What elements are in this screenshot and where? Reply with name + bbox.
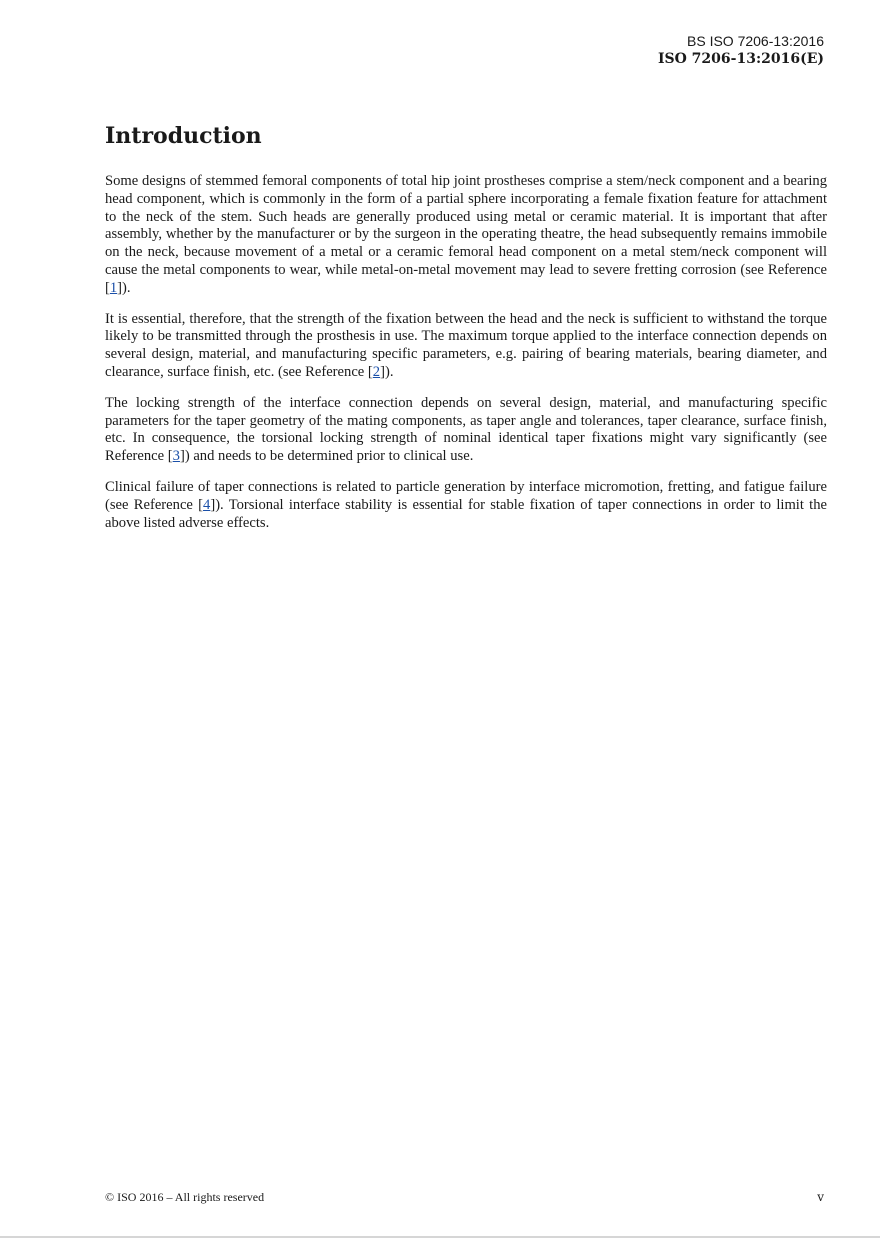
- page-bottom-divider: [0, 1236, 880, 1238]
- paragraph-3: [105, 395, 827, 466]
- document-header: [658, 33, 824, 69]
- paragraph-text: ]).: [117, 279, 131, 296]
- paragraph-text: Clinical failure of taper connections is related to particle generation by interface micromotion, fretting, and fatigue failure (see Reference [: [105, 478, 827, 513]
- paragraph-text: Some designs of stemmed femoral components of total hip joint prostheses comprise a stem/neck component and a bearing head component, which is commonly in the form of a partial sphere incorporating a female fixation feature for attachment to the neck of the stem. Such heads are generally produced using metal or ceramic material. It is important that after assembly, whether by the manufacturer or by the surgeon in the operating theatre, the head subsequently remains immobile on the neck, because movement of a metal or a ceramic femoral head component on a metal stem/neck component will cause the metal components to wear, while metal-on-metal movement may lead to severe fretting corrosion (see Reference [: [105, 173, 827, 296]
- page-number: v: [817, 1190, 824, 1204]
- reference-link-4[interactable]: 4: [203, 496, 211, 513]
- paragraph-4: [105, 479, 827, 532]
- iso-designation: ISO 7206-13:2016(E): [657, 51, 824, 67]
- paragraph-text: ]) and needs to be determined prior to clinical use.: [179, 448, 474, 465]
- paragraph-2: [105, 311, 827, 382]
- introduction-body: [105, 173, 827, 545]
- copyright-notice: © ISO 2016 – All rights reserved: [105, 1190, 265, 1204]
- paragraph-text: ]). Torsional interface stability is essential for stable fixation of taper connections in order to limit the above listed adverse effects.: [105, 496, 827, 531]
- paragraph-1: [105, 173, 827, 298]
- reference-link-3[interactable]: 3: [172, 448, 180, 465]
- paragraph-text: ]).: [380, 363, 394, 380]
- bs-designation: BS ISO 7206-13:2016: [687, 33, 824, 49]
- section-title: Introduction: [105, 123, 262, 149]
- reference-link-2[interactable]: 2: [372, 363, 381, 380]
- paragraph-text: The locking strength of the interface connection depends on several design, material, and manufacturing specific parameters for the taper geometry of the mating components, as taper angle and tolerances, taper clearance, surface finish, etc. In consequence, the torsional locking strength of nominal identical taper fixations might vary significantly (see Reference [: [105, 394, 827, 465]
- paragraph-text: It is essential, therefore, that the strength of the fixation between the head and the neck is sufficient to withstand the torque likely to be transmitted through the prosthesis in use. The maximum torque applied to the interface connection depends on several design, material, and manufacturing specific parameters, e.g. pairing of bearing materials, bearing diameter, and clearance, surface finish, etc. (see Reference [: [105, 310, 827, 380]
- reference-link-1[interactable]: 1: [109, 279, 118, 296]
